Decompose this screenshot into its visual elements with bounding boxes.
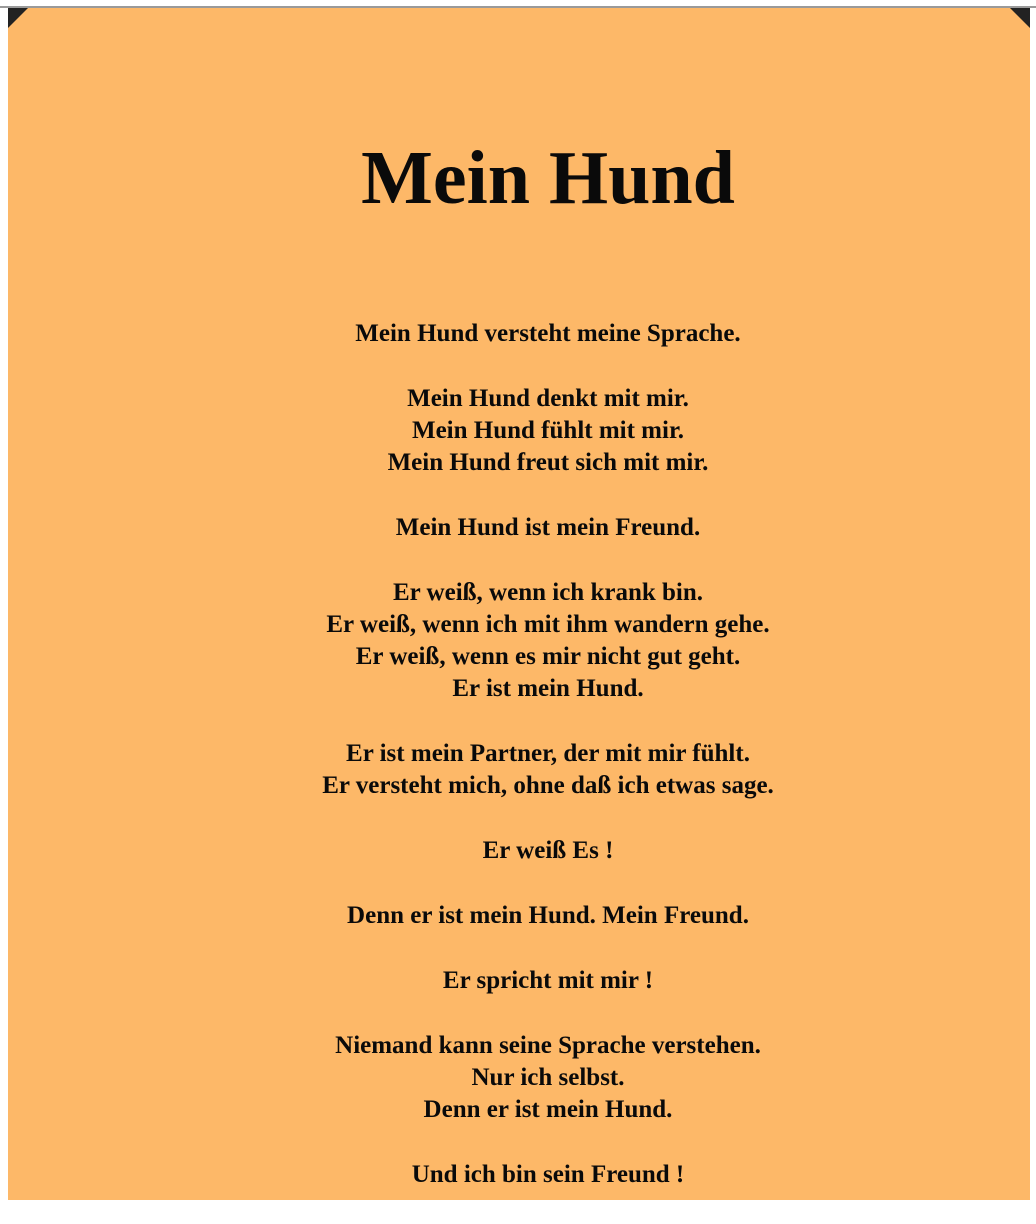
poem-line: Mein Hund freut sich mit mir.	[387, 449, 709, 476]
stanza-5	[0, 738, 1036, 802]
stanza-9	[0, 1030, 1036, 1126]
photo-corner-right	[1010, 8, 1030, 28]
poem-line: Er versteht mich, ohne daß ich etwas sage.	[322, 772, 774, 799]
poem-line: Denn er ist mein Hund.	[423, 1096, 673, 1123]
poem-title: Mein Hund	[361, 136, 735, 220]
poem-line: Er weiß, wenn es mir nicht gut geht.	[355, 643, 741, 670]
stanza-8	[0, 965, 1036, 997]
poem-line: Er weiß Es !	[482, 837, 614, 864]
poem-line: Und ich bin sein Freund !	[411, 1161, 685, 1188]
poem-line: Er ist mein Partner, der mit mir fühlt.	[346, 740, 750, 767]
poem-line: Denn er ist mein Hund. Mein Freund.	[347, 902, 749, 929]
poem-line: Er weiß, wenn ich mit ihm wandern gehe.	[326, 611, 770, 638]
poem-line: Er ist mein Hund.	[452, 675, 644, 702]
stanza-3	[0, 512, 1036, 544]
poem-line: Mein Hund denkt mit mir.	[407, 385, 689, 412]
poem-body	[0, 318, 1036, 1224]
photo-corner-left	[8, 8, 28, 28]
poem-line: Niemand kann seine Sprache verstehen.	[335, 1032, 761, 1059]
poem-line: Nur ich selbst.	[471, 1064, 625, 1091]
stanza-1	[0, 318, 1036, 350]
stanza-2	[0, 383, 1036, 479]
poem-line: Er weiß, wenn ich krank bin.	[392, 579, 704, 606]
stanza-10	[0, 1159, 1036, 1191]
stanza-4	[0, 577, 1036, 705]
poem-line: Mein Hund fühlt mit mir.	[411, 417, 685, 444]
poem-line: Mein Hund versteht meine Sprache.	[355, 320, 741, 347]
stanza-7	[0, 900, 1036, 932]
poem-line: Mein Hund ist mein Freund.	[395, 514, 701, 541]
poem-line: Er spricht mit mir !	[442, 967, 654, 994]
stanza-6	[0, 835, 1036, 867]
